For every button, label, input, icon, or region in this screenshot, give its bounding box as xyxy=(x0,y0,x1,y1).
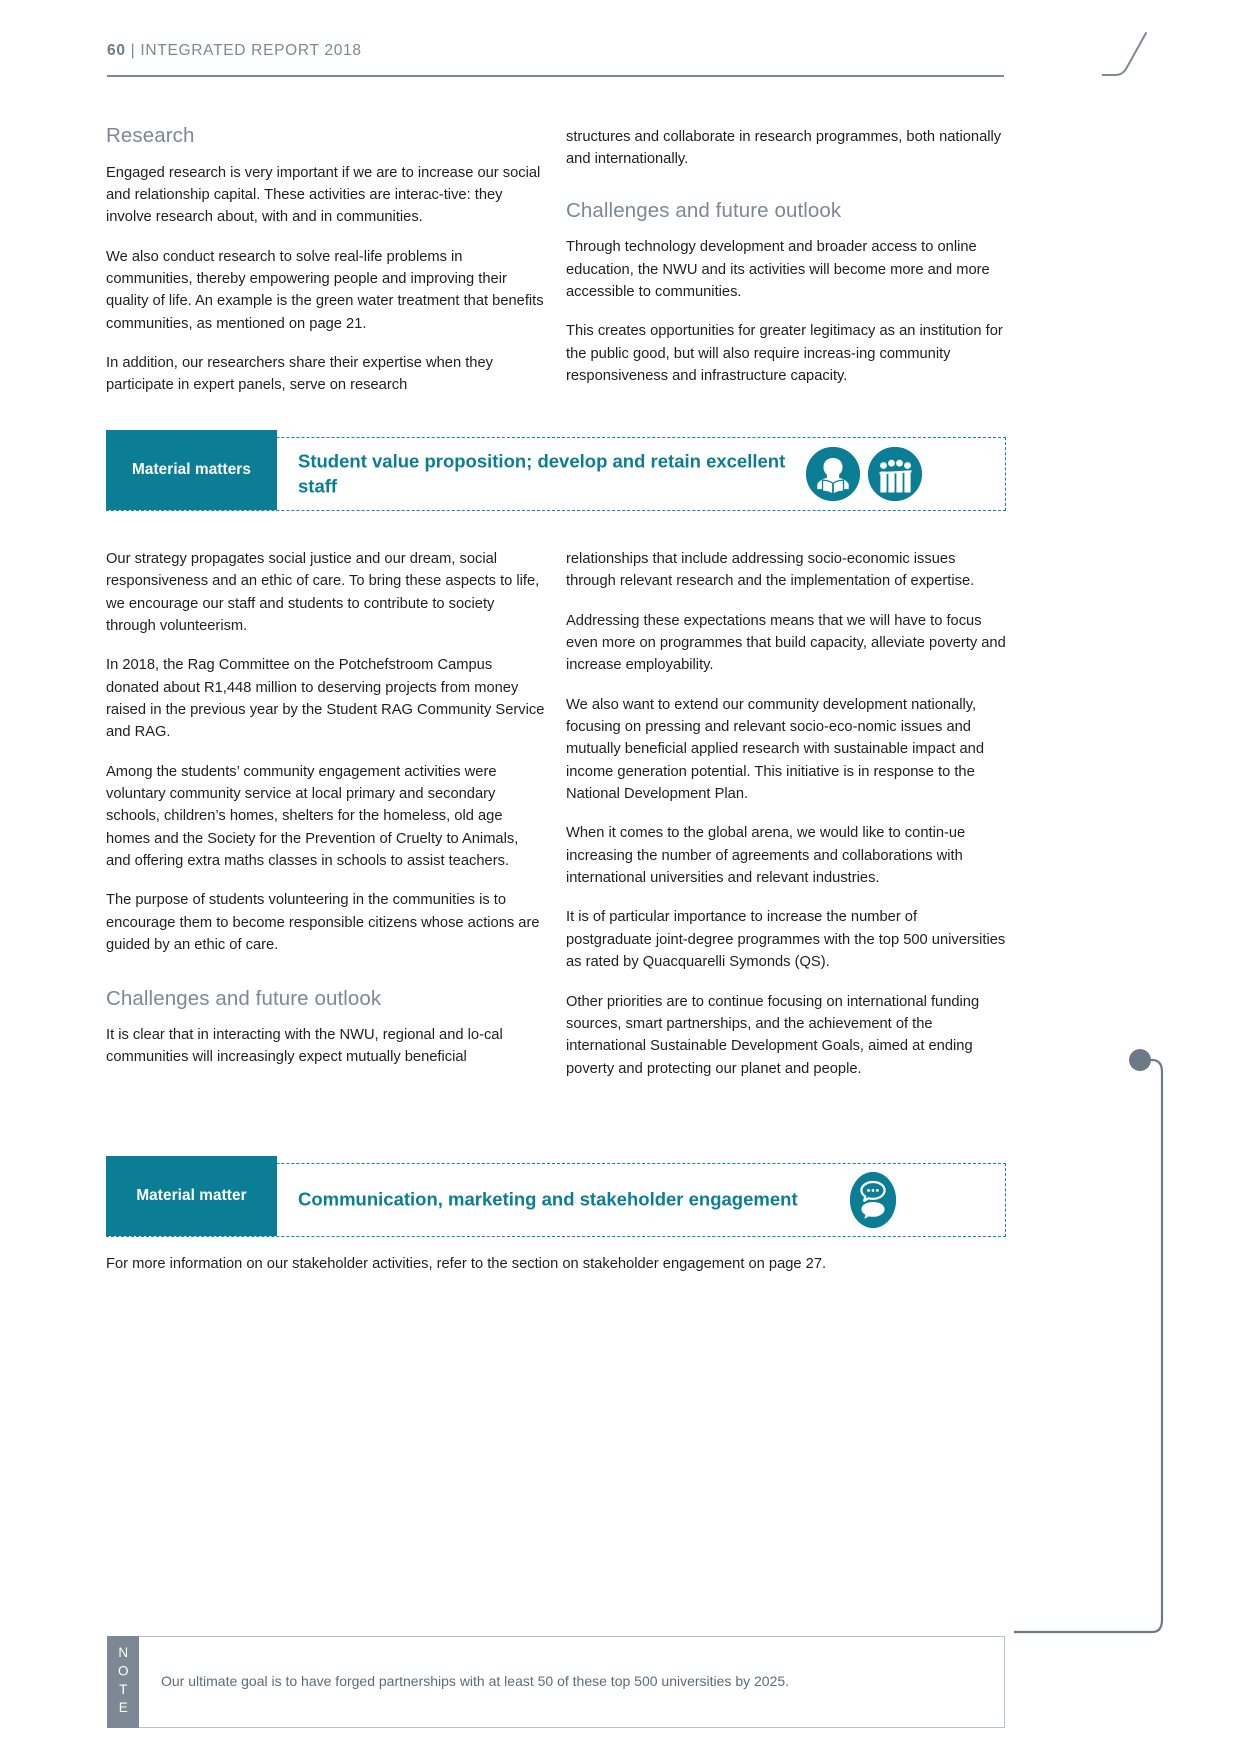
paragraph: Through technology development and broader access to online education, the NWU and its activities will become more and more accessible to communities. xyxy=(566,239,990,300)
header-rule xyxy=(107,75,1004,77)
header-separator: | xyxy=(130,42,136,59)
material-matters-tag xyxy=(106,430,277,510)
paragraph: It is of particular importance to increase the number of postgraduate joint-degree programmes with the top 500 universities as rated by Quacquarelli Symonds (QS). xyxy=(566,909,1006,971)
research-heading: Research xyxy=(106,124,195,147)
note-tab-label: NOTE xyxy=(115,1645,131,1719)
paragraph: We also want to extend our community development nationally, focusing on pressing and relevant socio-eco-nomic issues and mutually beneficial applied research with sustainable impact and income generation potential. This initiative is in response to the National Development Plan. xyxy=(566,696,985,803)
paragraph: relationships that include addressing socio-economic issues through relevant research and the implementation of expertise. xyxy=(566,551,975,590)
challenges-heading-top: Challenges and future outlook xyxy=(566,198,842,222)
paragraph: In addition, our researchers share their expertise when they participate in expert panels, serve on research xyxy=(106,355,493,394)
material-matters-title: Student value proposition; develop and retain excellent staff xyxy=(298,450,786,496)
note-tab xyxy=(107,1636,139,1728)
report-title: INTEGRATED REPORT 2018 xyxy=(140,42,362,59)
closing-paragraph: For more information on our stakeholder activities, refer to the section on stakeholder engagement on page 27. xyxy=(106,1256,827,1272)
banner-icon-group xyxy=(850,1172,896,1228)
header-title-line xyxy=(107,42,1027,60)
paragraph: We also conduct research to solve real-life problems in communities, thereby empowering people and improving their quality of life. An example is the green water treatment that benefits communities, as mentioned on page 21. xyxy=(106,248,544,332)
note-box xyxy=(107,1636,1005,1728)
paragraph: Other priorities are to continue focusing on international funding sources, smart partnerships, and the achievement of the international Sustainable Development Goals, aimed at ending poverty and protecting our planet and people. xyxy=(566,993,980,1077)
paragraph: In 2018, the Rag Committee on the Potchefstroom Campus donated about R1,448 million to deserving projects from money raised in the previous year by the Student RAG Community Service and RAG. xyxy=(106,657,545,741)
student-reading-icon xyxy=(806,447,860,501)
paragraph: Addressing these expectations means that we will have to focus even more on programmes that build capacity, alleviate poverty and increase employability. xyxy=(566,612,1006,674)
page-header xyxy=(107,42,1027,84)
connector-dot xyxy=(1129,1049,1151,1071)
page-number: 60 xyxy=(107,42,126,59)
material-matters-banner-1[interactable] xyxy=(106,437,1006,511)
middle-right-column xyxy=(566,548,1006,1080)
material-matter-tag xyxy=(106,1156,277,1236)
header-corner-tick-icon xyxy=(1102,29,1148,77)
paragraph-continuation: structures and collaborate in research programmes, both nationally and internationally. xyxy=(566,129,1002,168)
banner-icon-group xyxy=(806,447,922,501)
material-matter-title: Communication, marketing and stakeholder engagement xyxy=(298,1188,798,1210)
note-connector-line xyxy=(1010,1030,1170,1690)
material-matter-tag-label: Material matter xyxy=(136,1187,247,1204)
paragraph: This creates opportunities for greater legitimacy as an institution for the public good, but will also require increas-ing community responsiveness and infrastructure capacity. xyxy=(566,323,1003,384)
paragraph: The purpose of students volunteering in the communities is to encourage them to become responsible citizens whose actions are guided by an ethic of care. xyxy=(106,892,540,954)
material-matters-banner-2[interactable] xyxy=(106,1163,1006,1237)
note-body xyxy=(139,1636,1005,1728)
note-text: Our ultimate goal is to have forged partnerships with at least 50 of these top 500 universities by 2025. xyxy=(161,1673,790,1690)
material-matters-tag-label: Material matters xyxy=(132,461,251,478)
challenges-heading-middle: Challenges and future outlook xyxy=(106,986,382,1010)
top-right-column xyxy=(566,126,1006,387)
paragraph: Engaged research is very important if we are to increase our social and relationship capital. These activities are interac-tive: they involve research about, with and in communities. xyxy=(106,164,541,226)
paragraph: It is clear that in interacting with the NWU, regional and lo-cal communities will increasingly expect mutually beneficial xyxy=(106,1027,503,1066)
group-of-people-icon xyxy=(868,447,922,501)
top-left-column xyxy=(106,124,546,397)
paragraph: Our strategy propagates social justice and our dream, social responsiveness and an ethic of care. To bring these aspects to life, we encourage our staff and students to contribute to society through volunteerism. xyxy=(106,551,540,635)
closing-paragraph-block xyxy=(106,1253,1006,1275)
speech-bubble-icon xyxy=(850,1172,896,1228)
middle-left-column xyxy=(106,548,546,1069)
paragraph: When it comes to the global arena, we would like to contin-ue increasing the number of agreements and collaborations with international universities and relevant industries. xyxy=(566,825,966,887)
paragraph: Among the students’ community engagement activities were voluntary community service at local primary and secondary schools, children’s homes, shelters for the homeless, old age homes and the Society for the Prevention of Cruelty to Animals, and offering extra maths classes in schools to assist teachers. xyxy=(106,763,519,870)
